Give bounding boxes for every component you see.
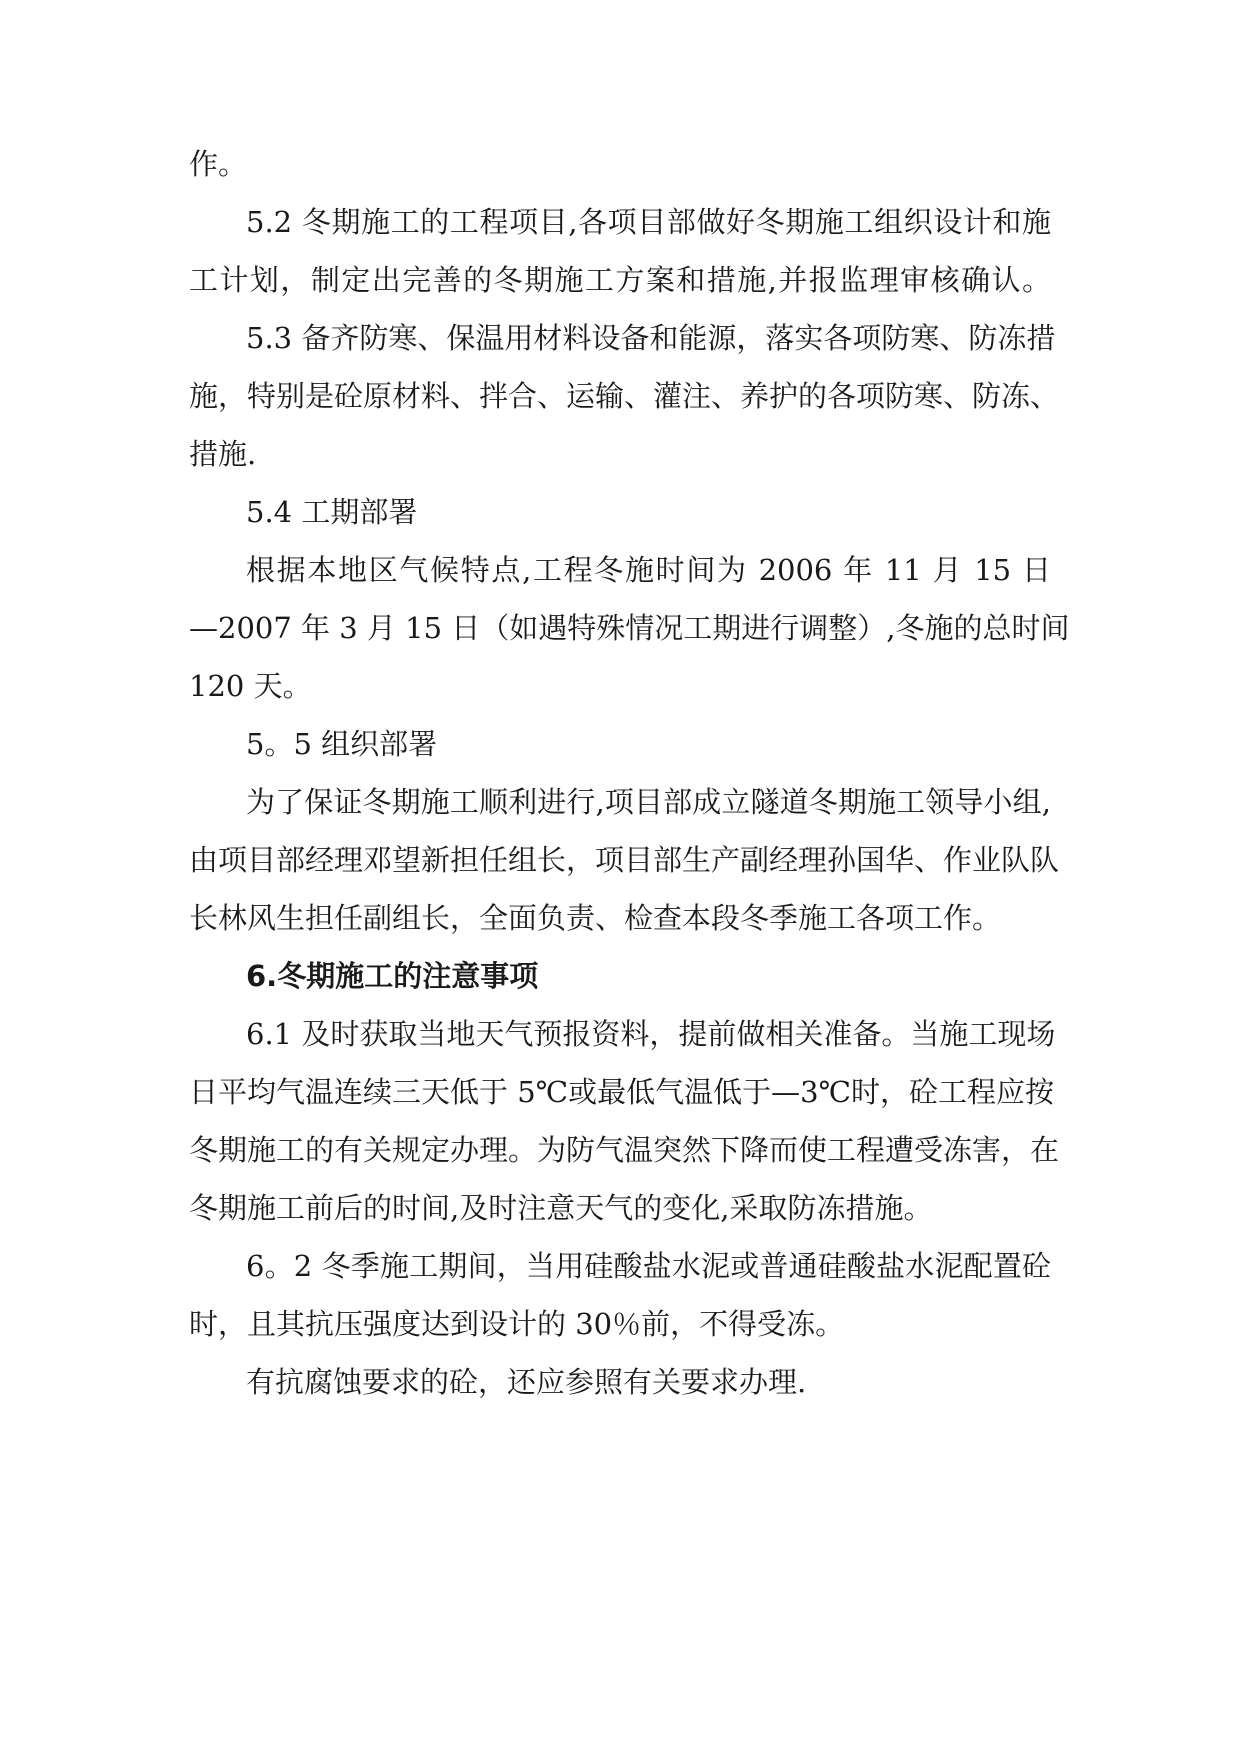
paragraph-line: 120 天。 bbox=[189, 669, 312, 703]
paragraph-line: 长林风生担任副组长，全面负责、检查本段冬季施工各项工作。 bbox=[189, 901, 1002, 935]
paragraph-line: 由项目部经理邓望新担任组长，项目部生产副经理孙国华、作业队队 bbox=[189, 843, 1060, 877]
section-heading: 6.冬期施工的注意事项 bbox=[246, 959, 539, 993]
paragraph-line: 冬期施工前后的时间,及时注意天气的变化,采取防冻措施。 bbox=[189, 1191, 933, 1225]
section-heading-line: 5。5 组织部署 bbox=[246, 727, 438, 761]
paragraph-line: 根据本地区气候特点,工程冬施时间为 2006 年 11 月 15 日 bbox=[246, 553, 1051, 587]
paragraph-line: 有抗腐蚀要求的砼，还应参照有关要求办理. bbox=[246, 1365, 807, 1399]
paragraph-line: 时，且其抗压强度达到设计的 30％前，不得受冻。 bbox=[189, 1307, 845, 1341]
paragraph-line: —2007 年 3 月 15 日（如遇特殊情况工期进行调整）,冬施的总时间 bbox=[189, 611, 1070, 645]
paragraph-line: 措施. bbox=[189, 437, 257, 471]
paragraph-line: 5.2 冬期施工的工程项目,各项目部做好冬期施工组织设计和施 bbox=[246, 205, 1051, 239]
paragraph-line: 施，特别是砼原材料、拌合、运输、灌注、养护的各项防寒、防冻、 bbox=[189, 379, 1060, 413]
paragraph-line: 5.3 备齐防寒、保温用材料设备和能源，落实各项防寒、防冻措 bbox=[246, 321, 1056, 355]
paragraph-line: 为了保证冬期施工顺利进行,项目部成立隧道冬期施工领导小组, bbox=[246, 785, 1051, 819]
paragraph-line: 工计划，制定出完善的冬期施工方案和措施,并报监理审核确认。 bbox=[189, 263, 1051, 297]
paragraph-line: 冬期施工的有关规定办理。为防气温突然下降而使工程遭受冻害，在 bbox=[189, 1133, 1060, 1167]
paragraph-line: 日平均气温连续三天低于 5℃或最低气温低于—3℃时，砼工程应按 bbox=[189, 1075, 1055, 1109]
paragraph-line: 作。 bbox=[189, 147, 248, 181]
paragraph-line: 6.1 及时获取当地天气预报资料，提前做相关准备。当施工现场 bbox=[246, 1017, 1056, 1051]
paragraph-line: 6。2 冬季施工期间，当用硅酸盐水泥或普通硅酸盐水泥配置砼 bbox=[246, 1249, 1051, 1283]
section-heading-line: 5.4 工期部署 bbox=[246, 495, 418, 529]
